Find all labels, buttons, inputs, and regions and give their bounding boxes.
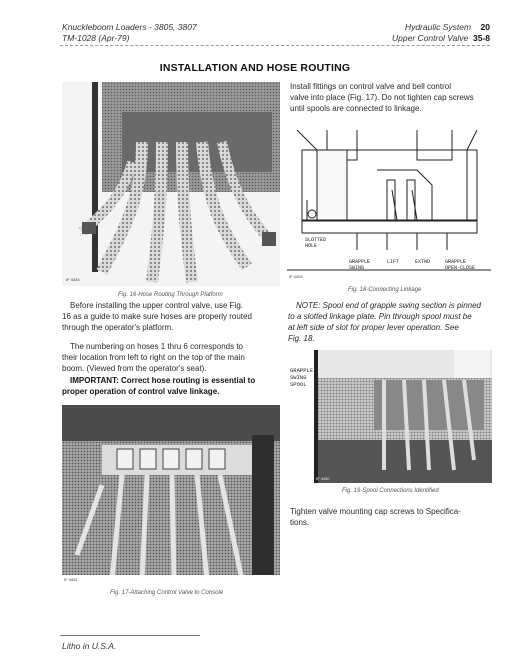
section-title-line [370, 22, 490, 33]
fig18-label-lift: LIFT [387, 259, 400, 265]
note-paragraph [288, 300, 498, 344]
footer-litho: Litho in U.S.A. [62, 641, 117, 651]
fig18-label-slotted-2: HOLE [305, 243, 318, 249]
section-title: Hydraulic System [404, 22, 472, 32]
header-right [370, 22, 490, 44]
intro-line-3: through the operator's platform. [62, 323, 174, 332]
numbering-line-1: The numbering on hoses 1 thru 6 corresponds to [70, 342, 243, 351]
fig19-caption: Fig. 19-Spool Connections Identified [342, 488, 439, 494]
fig19-labels [290, 367, 313, 388]
intro-paragraph [62, 300, 278, 333]
fig16-number: IF 4434 [66, 277, 80, 282]
fig17-photo [62, 405, 280, 585]
fig17-number: IF 4431 [64, 577, 78, 582]
tighten-line-1: Tighten valve mounting cap screws to Specifica- [290, 507, 461, 516]
important-line-1 [62, 375, 278, 386]
footer-rule [60, 635, 200, 636]
fig18-label-grapple-open-1: GRAPPLE [445, 259, 467, 265]
fig18-number: IF 4429 [289, 274, 303, 279]
fig18-drawing [287, 130, 491, 282]
important-text-1: IMPORTANT: Correct hose routing is essential to [70, 376, 256, 385]
tighten-line-2: tions. [290, 518, 310, 527]
section-page: 35-8 [472, 33, 490, 43]
fig18-label-slotted-1: SLOTTED [305, 237, 327, 243]
important-line-2 [62, 386, 278, 397]
subsection-title: Upper Control Valve [392, 33, 469, 43]
numbering-line-3: boom. (Viewed from the operator's seat). [62, 364, 207, 373]
page-title: INSTALLATION AND HOSE ROUTING [159, 62, 351, 74]
fig16-caption: Fig. 16-Hose Routing Through Platform [118, 292, 223, 298]
note-line-2: to a slotted linkage plate. Pin through spool must be [288, 312, 472, 321]
important-text-2: proper operation of control valve linkage. [62, 387, 220, 396]
fig16-photo [62, 82, 280, 286]
manual-number: TM-1028 (Apr-79) [62, 33, 130, 43]
fig19-label-spool: SPOOL [290, 381, 307, 388]
intro-line-2: 16 as a guide to make sure hoses are properly routed [62, 312, 252, 321]
header-left [62, 22, 197, 44]
install-line-3: until spools are connected to linkage. [290, 104, 422, 113]
subsection-line [370, 33, 490, 44]
note-line-4: Fig. 18. [288, 334, 315, 343]
fig18-label-extend: EXTND [415, 259, 431, 265]
fig19-photo [314, 350, 492, 483]
fig18-label-grapple-open-2: OPEN-CLOSE [445, 265, 476, 271]
important-paragraph [62, 375, 278, 397]
install-line-2: valve into place (Fig. 17). Do not tighten cap screws [290, 93, 474, 102]
install-paragraph [290, 81, 500, 114]
tighten-paragraph [290, 506, 500, 528]
fig18-label-grapple-swing-2: SWING [349, 265, 365, 271]
fig18-caption: Fig. 18-Connecting Linkage [348, 287, 422, 293]
page-number: 20 [480, 22, 490, 32]
fig19-number: IF 4430 [316, 476, 330, 481]
header-rule [60, 45, 490, 46]
manual-title: Knuckleboom Loaders - 3805, 3807 [62, 22, 197, 32]
numbering-line-2: their location from left to right on the top of the main [62, 353, 245, 362]
fig19-label-grapple: GRAPPLE [290, 367, 314, 374]
fig18-label-grapple-swing-1: GRAPPLE [349, 259, 371, 265]
install-line-1: Install fittings on control valve and bell control [290, 82, 451, 91]
intro-line-1: Before installing the upper control valve, use Fig. [70, 301, 243, 310]
fig17-caption: Fig. 17-Attaching Control Valve to Console [110, 590, 224, 596]
note-line-3: at left side of slot for proper lever operation. See [288, 323, 459, 332]
fig19-label-swing: SWING [290, 374, 307, 381]
note-line-1: NOTE: Spool end of grapple swing section is pinned [296, 301, 481, 310]
numbering-paragraph [62, 341, 278, 374]
